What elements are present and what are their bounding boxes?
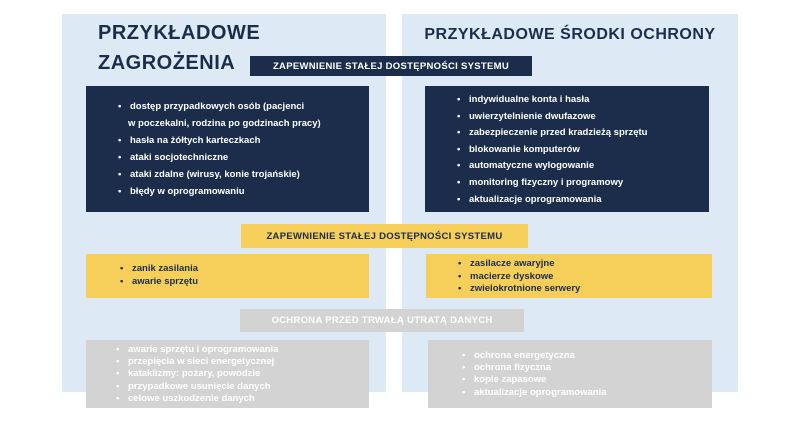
threat-item: • hasła na żółtych karteczkach <box>116 132 369 149</box>
measure-item: • ochrona energetyczna <box>460 350 712 362</box>
measure-item: • zwielokrotnione serwery <box>456 283 712 296</box>
measure-item: • macierze dyskowe <box>456 271 712 284</box>
section-label-availability-2: ZAPEWNIENIE STAŁEJ DOSTĘPNOŚCI SYSTEMU <box>241 224 528 248</box>
threat-item: • zanik zasilania <box>118 262 369 275</box>
measures-box-data-loss <box>428 340 712 408</box>
threat-item: • dostęp przypadkowych osób (pacjenci <box>116 98 369 115</box>
threats-box-data-loss <box>86 340 369 408</box>
threat-item: • kataklizmy: pożary, powodzie <box>114 368 369 380</box>
threats-column-title: PRZYKŁADOWE ZAGROŻENIA <box>98 22 261 74</box>
measure-item: • uwierzytelnienie dwufazowe <box>455 109 709 126</box>
threat-item: • przypadkowe usunięcie danych <box>114 381 369 393</box>
measure-item: • zasilacze awaryjne <box>456 258 712 271</box>
measures-box-availability-2 <box>426 254 712 298</box>
measure-item: • ochrona fizyczna <box>460 362 712 374</box>
threat-item: • awarie sprzętu i oprogramowania <box>114 344 369 356</box>
threat-item: • ataki zdalne (wirusy, konie trojańskie) <box>116 166 369 183</box>
measure-item: • blokowanie komputerów <box>455 142 709 159</box>
threats-box-availability-1 <box>86 86 369 212</box>
measure-item: • aktualizacje oprogramowania <box>460 387 712 399</box>
measure-item: • zabezpieczenie przed kradzieżą sprzętu <box>455 125 709 142</box>
measure-item: • indywidualne konta i hasła <box>455 92 709 109</box>
threat-item: • błędy w oprogramowaniu <box>116 183 369 200</box>
measure-item: • monitoring fizyczny i programowy <box>455 175 709 192</box>
measures-column-title: PRZYKŁADOWE ŚRODKI OCHRONY <box>424 26 716 43</box>
measure-item: • automatyczne wylogowanie <box>455 158 709 175</box>
threat-item: • celowe uszkodzenie danych <box>114 393 369 405</box>
threats-box-availability-2 <box>86 254 369 298</box>
threat-item: • awarie sprzętu <box>118 275 369 288</box>
section-label-availability-1: ZAPEWNIENIE STAŁEJ DOSTĘPNOŚCI SYSTEMU <box>250 56 532 76</box>
measure-item: • aktualizacje oprogramowania <box>455 192 709 209</box>
threat-item-continuation: w poczekalni, rodzina po godzinach pracy) <box>128 118 321 129</box>
threat-item: • przepięcia w sieci energetycznej <box>114 356 369 368</box>
measures-box-availability-1 <box>425 86 709 212</box>
measure-item: • kopie zapasowe <box>460 374 712 386</box>
threat-item: • ataki socjotechniczne <box>116 149 369 166</box>
section-label-data-loss: OCHRONA PRZED TRWAŁĄ UTRATĄ DANYCH <box>240 309 524 332</box>
